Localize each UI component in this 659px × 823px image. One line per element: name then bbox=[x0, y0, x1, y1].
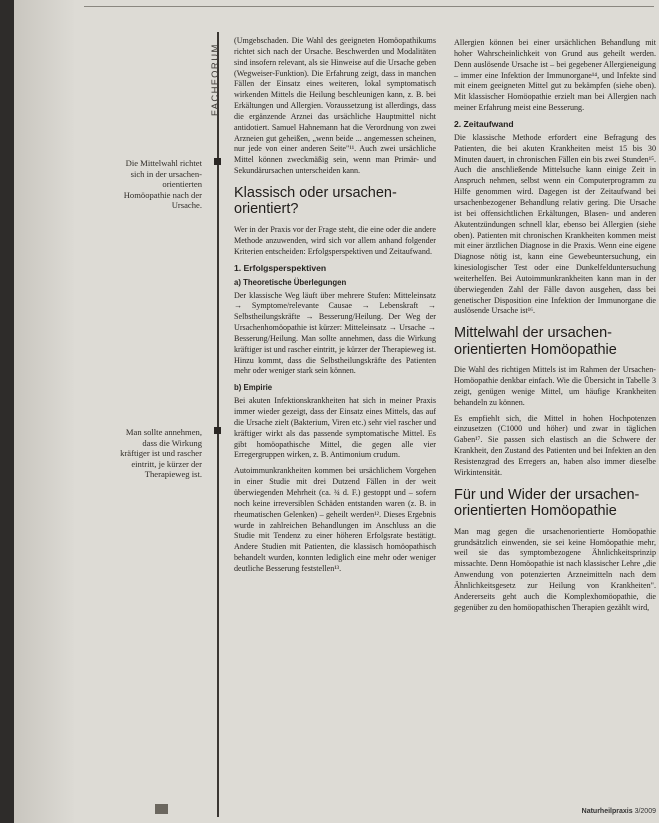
page-gutter bbox=[14, 0, 74, 823]
paragraph: Autoimmunkrankheiten kommen bei ursächlichem Vorgehen in einer Studie mit drei Dutzend Fällen in der weit überwiegenden Mehrheit (ca. ¾ d. F.) gestoppt und – sofern noch keine irreversiblen Schäden entstanden waren (z. B. in rheumatischen Gelenken) – geheilt werden¹². Dieses Ergebnis wurde in zahlreichen Behandlungen im Anschluss an die Studie mit Tendenz zu einer höheren Erfolgsrate bestätigt. Andere Studien mit Patienten, die klassisch homöopathisch behandelt wurden, konnten lediglich eine mehr oder weniger deutliche Besserung feststellen¹³. bbox=[234, 466, 436, 573]
heading: Für und Wider der ursachen-orientierten Homöopathie bbox=[454, 486, 640, 520]
subheading: 1. Erfolgsperspektiven bbox=[234, 262, 327, 273]
heading: Mittelwahl der ursachen-orientierten Homöopathie bbox=[454, 325, 617, 358]
text-column-left bbox=[234, 36, 436, 580]
paragraph: Die Wahl des richtigen Mittels ist im Rahmen der Ursachen-Homöopathie denkbar einfach. Wie die Übersicht in Tabelle 3 zeigt, genügen wenige Mittel, um häufige Krankheiten behandeln zu können. bbox=[454, 365, 656, 407]
issue-number: 3/2009 bbox=[634, 808, 656, 815]
paragraph: (Umgebschaden. Die Wahl des geeigneten Homöopathikums richtet sich nach der Ursache. Beschwerden und Modalitäten sind insofern relevant, als sie Hinweise auf die Ursache geben (Wegweiser-Funktion). Die Erfahrung zeigt, dass in manchen Fällen der Einsatz eines weiteren, lokal symptomatisch wirkenden Mittels die Heilung beschleunigen kann, z. B. bei Erkältungen und Allergien. Voraussetzung ist allerdings, dass die ergänzende Arznei das ursächliche Hauptmittel nicht antidotiert. Samuel Hahnemann hat die Verordnung von zwei Arzneien gut geheißen, „wenn beide ... angemessen scheinen, nur jede von einer anderen Seite"¹¹. Auch zwei ursächliche Mittel können zweckmäßig sein, wenn man Primär- und Sekundärursachen unterscheiden kann. bbox=[234, 36, 436, 176]
heading: Klassisch oder ursachen-orientiert? bbox=[234, 184, 397, 218]
paragraph: Bei akuten Infektionskrankheiten hat sich in meiner Praxis immer wieder gezeigt, dass der Einsatz eines Mittels, das auf die Ursache zielt (Bakterium, Viren etc.) sehr viel rascher und kräftiger wirkt als das passende symptomatische Mittel. Es gibt homöopathische Mittel, die gegen alle vier Erregergruppen wirken, z. B. Antimonium crudum. bbox=[234, 396, 436, 460]
paragraph: Es empfiehlt sich, die Mittel in hohen Hochpotenzen einzusetzen (C1000 und höher) und zwar in täglichen Gaben¹⁷. Sie passen sich elastisch an die Schwere der Krankheit, den Zustand des Patienten und bei Infekten an den Resistenzgrad des Erregers an, haben also immer dieselbe Wirkintensität. bbox=[454, 413, 656, 477]
subheading: 2. Zeitaufwand bbox=[454, 118, 514, 129]
margin-marker bbox=[214, 427, 221, 434]
top-rule bbox=[84, 6, 654, 7]
sidenote-1: Die Mittelwahl richtet sich in der ursachen-orientierten Homöopathie nach der Ursache. bbox=[123, 158, 202, 211]
sidenote-2: Man sollte annehmen, dass die Wirkung kräftiger ist und rascher eintritt, je kürzer der Therapieweg ist. bbox=[120, 427, 202, 480]
text-column-right bbox=[454, 38, 656, 618]
paragraph: Man mag gegen die ursachenorientierte Homöopathie grundsätzlich einwenden, sie sei keine Homöopathie mehr, weil sie das symptombezogene Ähnlichkeitsprinzip missachte. Denn Homöopathie ist nach klassischer Lehre „die Anwendung von potenzierten Arzneimitteln nach dem Ähnlichkeitsgesetz zur Heilung von Krankheiten". Andererseits geht auch die Komplexhomöopathie, die gegenüber zu den homöopathischen Therapien gezählt wird, bbox=[454, 526, 656, 612]
paragraph: Allergien können bei einer ursächlichen Behandlung mit hoher Wahrscheinlichkeit von Grund aus geheilt werden. Denn auslösende Ursache ist – bei gegebener Allergieneigung – immer eine Infektion der Immunorgane¹⁴, und Infekte sind mit einem geeigneten Mittel gut zu bekämpfen (siehe oben). Mit klassischer Homöopathie erzielt man bei Allergien nach meiner Erfahrung meist eine Besserung. bbox=[454, 38, 656, 113]
subsubheading: b) Empirie bbox=[234, 383, 273, 393]
section-tag: FACHFORUM bbox=[210, 43, 221, 116]
margin-rule bbox=[217, 32, 219, 817]
journal-name: Naturheilpraxis bbox=[581, 808, 633, 815]
margin-marker bbox=[214, 158, 221, 165]
paragraph: Die klassische Methode erfordert eine Befragung des Patienten, die bei akuten Krankheiten meist 15 bis 30 Minuten dauert, in chronischen Fällen ein bis zwei Stunden¹⁵. Auch die anschließende Mittelsuche kann einige Zeit in Anspruch nehmen, selbst wenn ein Computerprogramm zu Hilfe genommen wird. Dagegen ist der Zeitaufwand bei ursachenbezogener Behandlung relativ gering. Die Ursache ist bei offensichtlichen Erkältungen, Blasen- und anderen Akutentzündungen schnell klar, ebenso bei Allergien (siehe oben). Patienten mit chronischen Krankheiten kommen meist mit einer ärztlichen Diagnose in die Praxis. Wenn eine eigene Diagnose nötig ist, kann eine Gewebeuntersuchung, ein kinesiologischer Test oder eine Dunkelfelduntersuchung weiterhelfen. Bei Autoimmunkrankheiten kann man in der überwiegenden Zahl der Fälle davon ausgehen, dass bei genetischer Disposition eine Infektion der Immunorgane die auslösende Ursache ist¹⁶. bbox=[454, 132, 656, 316]
paragraph: Der klassische Weg läuft über mehrere Stufen: Mitteleinsatz → Symptome/relevante Causae → Lebenskraft → Selbstheilungskräfte → Besserung/Heilung. Der Weg der Ursachenhomöopathie ist kürzer: Mitteleinsatz → Ursache → Besserung/Heilung. Man sollte annehmen, dass die Wirkung kräftiger ist und rascher eintritt, je kürzer der Therapieweg ist. Hinzu kommt, dass die Selbstheilungskräfte des Patienten mehr oder weniger stark sein können. bbox=[234, 290, 436, 376]
magazine-page bbox=[14, 0, 659, 823]
page-footer bbox=[570, 808, 656, 815]
page-number-box bbox=[155, 804, 168, 814]
paragraph: Wer in der Praxis vor der Frage steht, die eine oder die andere Methode anzuwenden, wird sich vor allem anhand folgender Kriterien entscheiden: Erfolgsperspektiven und Zeitaufwand. bbox=[234, 224, 436, 256]
subsubheading: a) Theoretische Überlegungen bbox=[234, 277, 347, 287]
